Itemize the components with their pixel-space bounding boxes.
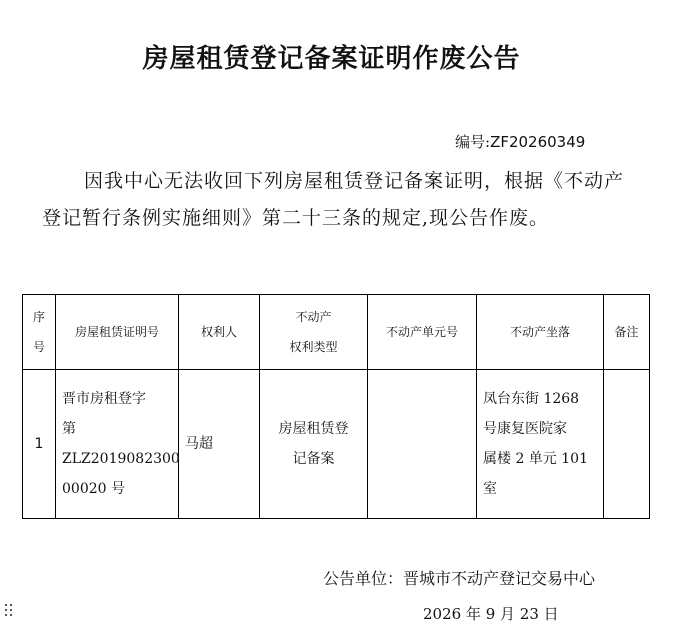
header-right-type: 不动产 权利类型 <box>260 295 368 370</box>
table-row <box>23 370 650 519</box>
header-location: 不动产坐落 <box>477 295 604 370</box>
cell-right-type: 房屋租赁登 记备案 <box>260 370 368 519</box>
cell-seq: 1 <box>23 370 56 519</box>
header-seq: 序 号 <box>23 295 56 370</box>
header-remark: 备注 <box>604 295 650 370</box>
cell-cert-no: 晋市房租登字 第 ZLZ2019082300 00020 号 <box>56 370 179 519</box>
document-number-label: 编号: <box>455 133 491 151</box>
header-unit-no: 不动产单元号 <box>368 295 477 370</box>
document-number <box>455 131 585 152</box>
notice-title: 房屋租赁登记备案证明作废公告 <box>142 44 521 74</box>
grip-dots-icon[interactable] <box>5 604 13 620</box>
certificate-table <box>22 294 650 519</box>
cell-location: 凤台东街 1268 号康复医院家 属楼 2 单元 101 室 <box>477 370 604 519</box>
cell-unit-no <box>368 370 477 519</box>
notice-date: 2026 年 9 月 23 日 <box>423 605 559 623</box>
table-header-row <box>23 295 650 370</box>
header-holder: 权利人 <box>179 295 260 370</box>
document-number-value: ZF20260349 <box>490 133 586 151</box>
cell-holder: 马超 <box>179 370 260 519</box>
notice-body: 因我中心无法收回下列房屋租赁登记备案证明，根据《不动产登记暂行条例实施细则》第二十三条的规定,现公告作废。 <box>42 170 625 229</box>
cell-remark <box>604 370 650 519</box>
issuer-line: 公告单位：晋城市不动产登记交易中心 <box>323 569 596 588</box>
header-cert-no: 房屋租赁证明号 <box>56 295 179 370</box>
